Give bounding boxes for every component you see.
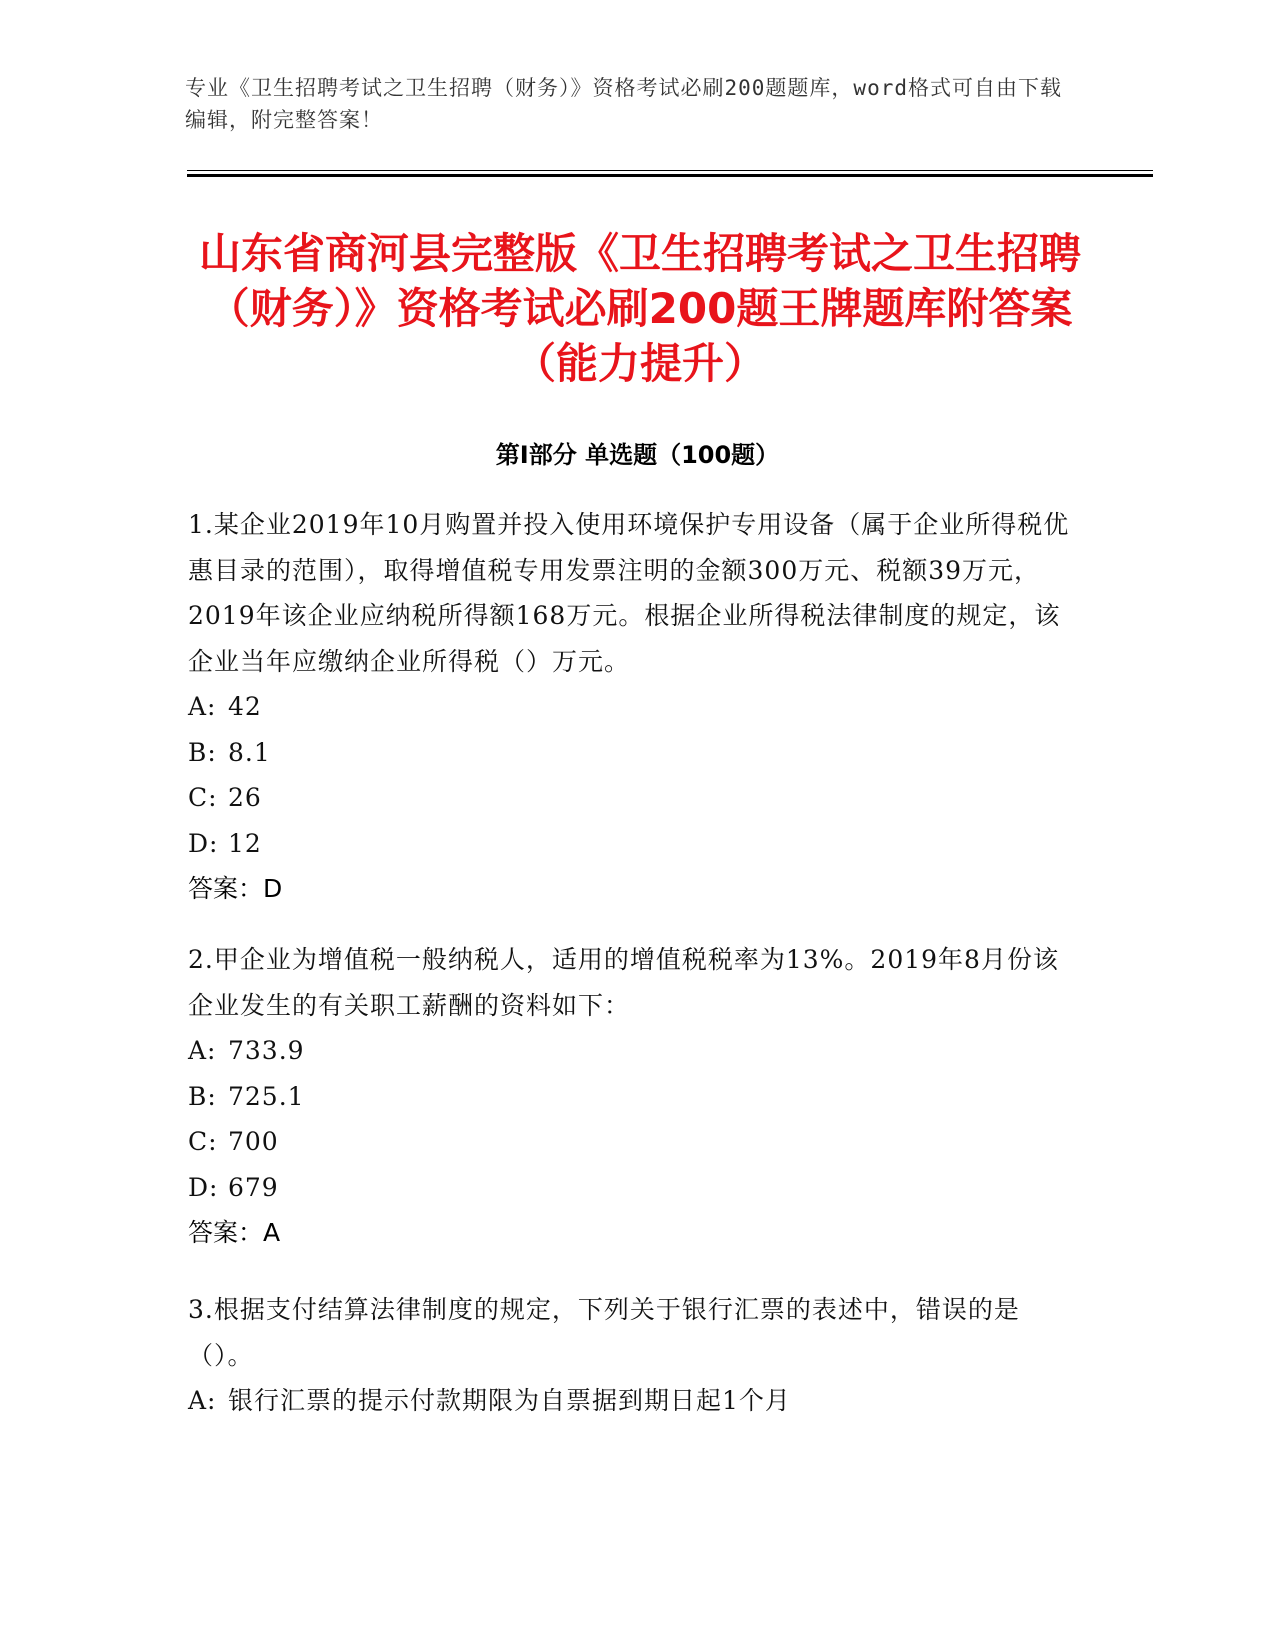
option-label: D:: [188, 828, 219, 858]
question-3: [188, 1287, 1078, 1424]
option-label: C:: [188, 783, 218, 812]
option-value: 42: [228, 692, 262, 721]
answer-line: 答案：A: [188, 1218, 281, 1247]
header-divider-thin: [187, 170, 1153, 171]
option-label: B:: [188, 1081, 217, 1111]
option-value: 700: [228, 1127, 279, 1156]
option-value: 8.1: [228, 737, 271, 767]
option-b: [188, 1074, 1078, 1120]
option-value: 679: [228, 1172, 279, 1202]
section-heading: 第Ⅰ部分 单选题（100题）: [495, 441, 780, 469]
option-a: [188, 1378, 1078, 1424]
question-1: [188, 502, 1078, 912]
option-c: [188, 1119, 1078, 1165]
question-text: 1.某企业2019年10月购置并投入使用环境保护专用设备（属于企业所得税优惠目录的范围），取得增值税专用发票注明的金额300万元、税额39万元，2019年该企业应纳税所得额168万元。根据企业所得税法律制度的规定，该企业当年应缴纳企业所得税（）万元。: [188, 510, 1070, 676]
question-2: [188, 937, 1078, 1256]
option-value: 733.9: [228, 1036, 305, 1065]
option-label: A:: [188, 1036, 217, 1065]
option-value: 725.1: [228, 1081, 305, 1111]
option-value: 26: [228, 783, 262, 812]
option-value: 12: [228, 828, 262, 858]
option-d: [188, 821, 1078, 867]
option-label: A:: [188, 1386, 217, 1415]
question-text: 3.根据支付结算法律制度的规定，下列关于银行汇票的表述中，错误的是（）。: [188, 1295, 1020, 1370]
option-label: C:: [188, 1127, 218, 1156]
option-c: [188, 775, 1078, 821]
document-title: 山东省商河县完整版《卫生招聘考试之卫生招聘（财务）》资格考试必刷200题王牌题库附答案（能力提升）: [198, 229, 1081, 388]
question-text: 2.甲企业为增值税一般纳税人，适用的增值税税率为13%。2019年8月份该企业发生的有关职工薪酬的资料如下：: [188, 945, 1059, 1020]
answer-line: 答案：D: [188, 874, 283, 903]
option-d: [188, 1165, 1078, 1211]
option-label: A:: [188, 692, 217, 721]
option-a: [188, 684, 1078, 730]
option-value: 银行汇票的提示付款期限为自票据到期日起1个月: [228, 1386, 791, 1415]
option-b: [188, 730, 1078, 776]
header-note: 专业《卫生招聘考试之卫生招聘（财务）》资格考试必刷200题题库，word格式可自由下载编辑，附完整答案！: [185, 76, 1062, 132]
option-label: B:: [188, 737, 217, 767]
header-divider-thick: [187, 174, 1153, 177]
option-label: D:: [188, 1172, 219, 1202]
option-a: [188, 1028, 1078, 1074]
